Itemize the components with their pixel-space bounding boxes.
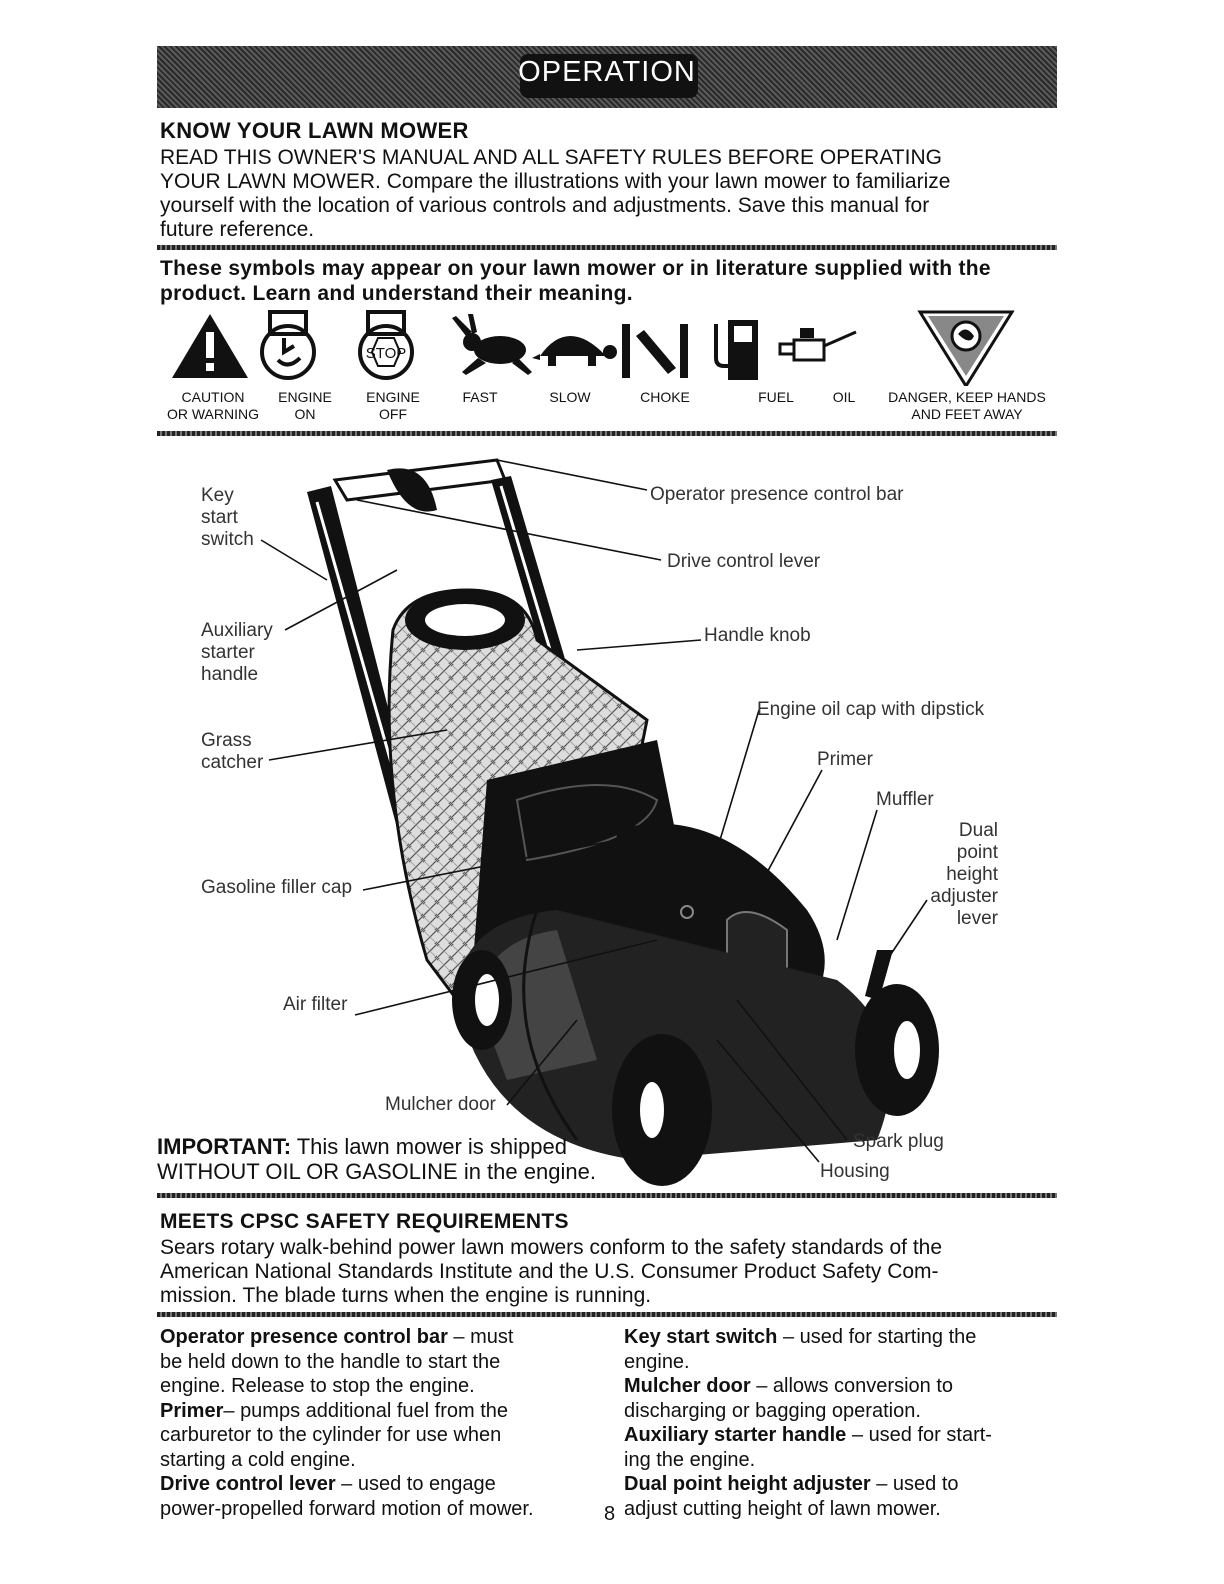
know-line: yourself with the location of various controls and adjustments. Save this manual for <box>160 194 930 217</box>
cpsc-heading: MEETS CPSC SAFETY REQUIREMENTS <box>160 1210 569 1233</box>
callout-operator-presence-bar: Operator presence control bar <box>650 484 904 505</box>
callout-muffler: Muffler <box>876 789 934 810</box>
symbol-label-slow: SLOW <box>549 389 591 405</box>
callout-engine-oil-cap: Engine oil cap with dipstick <box>757 699 985 720</box>
caution-triangle-icon <box>172 314 248 378</box>
descriptions-left <box>160 1325 534 1521</box>
divider <box>157 245 1057 250</box>
desc-line: power-propelled forward motion of mower. <box>160 1497 534 1520</box>
stop-text: STOP <box>365 345 407 362</box>
symbol-label-fuel: FUEL <box>758 389 794 405</box>
section-title: OPERATION <box>518 56 696 88</box>
page-number: 8 <box>604 1503 616 1525</box>
symbol-label-danger: DANGER, KEEP HANDS AND FEET AWAY <box>888 389 1046 422</box>
know-heading: KNOW YOUR LAWN MOWER <box>160 118 469 143</box>
callout-auxiliary-starter-handle: Auxiliary starter handle <box>201 620 273 685</box>
symbols-row <box>160 306 1060 386</box>
desc-line: Dual point height adjuster – used to <box>624 1473 959 1495</box>
desc-line: Key start switch – used for starting the <box>624 1326 977 1348</box>
desc-line: starting a cold engine. <box>160 1448 356 1471</box>
important-text: This lawn mower is shipped <box>291 1134 567 1159</box>
desc-line: be held down to the handle to start the <box>160 1350 501 1373</box>
callout-dual-point-height-adjuster: Dual point height adjuster lever <box>930 820 998 929</box>
symbol-label-engine-off: ENGINE OFF <box>366 389 420 422</box>
symbol-label-engine-on: ENGINE ON <box>278 389 332 422</box>
desc-line: Auxiliary starter handle – used for start- <box>624 1424 992 1446</box>
callout-spark-plug: Spark plug <box>853 1131 944 1152</box>
hand-danger-icon <box>920 312 1012 386</box>
desc-line: carburetor to the cylinder for use when <box>160 1424 502 1446</box>
engine-off-icon <box>360 312 412 378</box>
symbols-intro-line: These symbols may appear on your lawn mower or in literature supplied with the <box>160 257 991 280</box>
symbol-label-caution: CAUTION OR WARNING <box>166 389 260 422</box>
turtle-icon <box>532 336 617 366</box>
desc-line: engine. <box>624 1350 690 1373</box>
callout-handle-knob: Handle knob <box>704 625 811 646</box>
engine-on-icon <box>262 312 314 378</box>
callout-primer: Primer <box>817 749 873 770</box>
callout-grass-catcher: Grass catcher <box>201 730 264 773</box>
callout-key-start-switch: Key start switch <box>201 485 254 550</box>
desc-line: discharging or bagging operation. <box>624 1399 921 1422</box>
symbols-intro <box>160 256 991 306</box>
fuel-pump-icon <box>716 320 758 380</box>
descriptions-right <box>624 1325 992 1521</box>
cpsc-line: mission. The blade turns when the engine is running. <box>160 1284 652 1307</box>
important-note <box>157 1134 596 1184</box>
symbols-intro-line: product. Learn and understand their meaning. <box>160 282 633 305</box>
desc-line: engine. Release to stop the engine. <box>160 1375 475 1397</box>
callout-gasoline-filler-cap: Gasoline filler cap <box>201 877 353 898</box>
section-banner <box>157 46 1057 108</box>
symbol-label-choke: CHOKE <box>640 389 690 405</box>
callout-air-filter: Air filter <box>283 994 348 1015</box>
know-line: YOUR LAWN MOWER. Compare the illustrations with your lawn mower to familiarize <box>160 170 951 193</box>
rabbit-icon <box>452 314 532 375</box>
desc-line: Drive control lever – used to engage <box>160 1473 496 1495</box>
oil-can-icon <box>780 328 856 360</box>
desc-line: Primer– pumps additional fuel from the <box>160 1399 508 1422</box>
choke-icon <box>622 324 688 378</box>
callout-drive-control-lever: Drive control lever <box>667 551 821 572</box>
desc-line: Mulcher door – allows conversion to <box>624 1375 954 1397</box>
cpsc-line: American National Standards Institute and the U.S. Consumer Product Safety Com- <box>160 1260 939 1283</box>
know-line: READ THIS OWNER'S MANUAL AND ALL SAFETY RULES BEFORE OPERATING <box>160 146 942 169</box>
divider <box>157 1312 1057 1317</box>
divider <box>157 1193 1057 1198</box>
callout-mulcher-door: Mulcher door <box>385 1094 496 1115</box>
desc-line: adjust cutting height of lawn mower. <box>624 1497 941 1520</box>
divider <box>157 431 1057 436</box>
know-paragraph <box>160 146 950 242</box>
desc-line: Operator presence control bar – must <box>160 1326 514 1348</box>
symbol-label-fast: FAST <box>462 389 498 405</box>
important-text-line2: WITHOUT OIL OR GASOLINE in the engine. <box>157 1159 596 1184</box>
know-line: future reference. <box>160 218 315 241</box>
important-label: IMPORTANT: <box>157 1134 292 1159</box>
symbol-label-oil: OIL <box>832 389 856 405</box>
desc-line: ing the engine. <box>624 1448 756 1471</box>
cpsc-line: Sears rotary walk-behind power lawn mowers conform to the safety standards of the <box>160 1236 943 1259</box>
callout-housing: Housing <box>820 1161 890 1182</box>
cpsc-paragraph <box>160 1236 942 1308</box>
